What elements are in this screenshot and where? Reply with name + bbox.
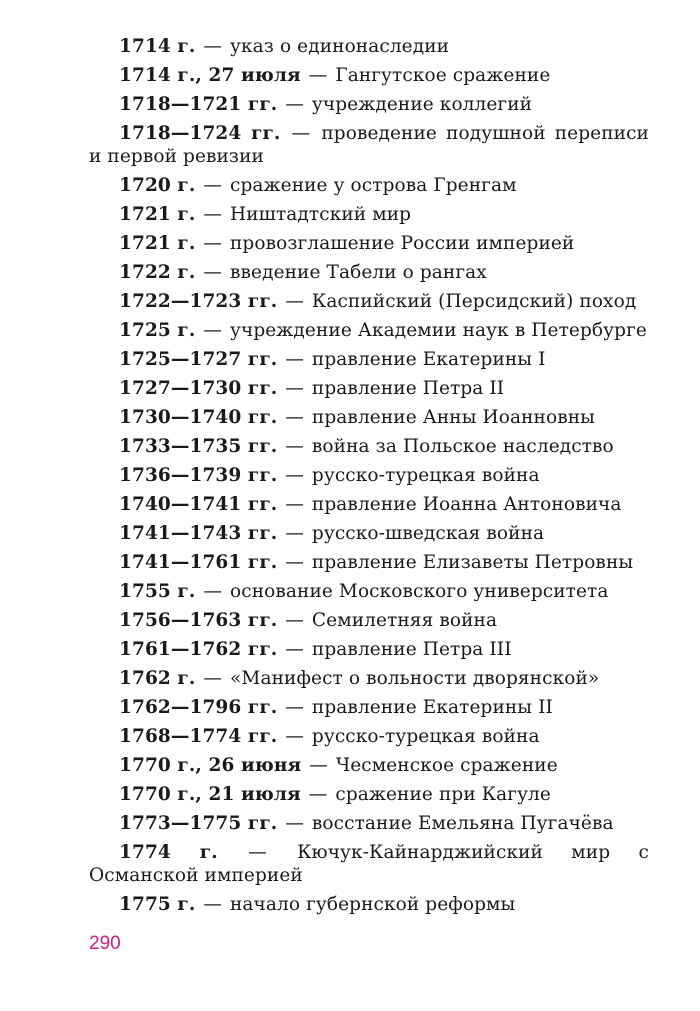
chronology-entry xyxy=(89,667,649,690)
chronology-entry xyxy=(89,783,649,806)
entry-event: правление Екатерины I xyxy=(311,349,546,370)
entry-dash: — xyxy=(203,262,223,283)
chronology-entry xyxy=(89,551,649,574)
entry-date: 1755 г. xyxy=(119,581,196,602)
entry-dash: — xyxy=(285,436,304,457)
chronology-entry xyxy=(89,290,649,313)
chronology-entry xyxy=(89,754,649,777)
entry-date: 1727—1730 гг. xyxy=(119,378,278,399)
entry-event: правление Елизаветы Петровны xyxy=(311,552,634,573)
entry-dash: — xyxy=(285,610,304,631)
entry-date: 1736—1739 гг. xyxy=(119,465,278,486)
entry-event: Чесменское сражение xyxy=(335,755,558,776)
entry-date: 1741—1743 гг. xyxy=(119,523,278,544)
entry-event: указ о единонаследии xyxy=(230,36,450,57)
entry-event: правление Иоанна Антоновича xyxy=(311,494,622,515)
entry-dash: — xyxy=(203,233,223,254)
page-number: 290 xyxy=(89,933,121,954)
chronology-entry xyxy=(89,174,649,197)
entry-date: 1722 г. xyxy=(119,262,196,283)
entry-event: война за Польское наследство xyxy=(311,436,614,457)
entry-event: Кючук-Кайнарджийский мир с Османской империей xyxy=(89,842,649,886)
entry-dash: — xyxy=(285,94,304,115)
chronology-list xyxy=(89,35,649,922)
chronology-entry xyxy=(89,319,649,342)
chronology-entry xyxy=(89,580,649,603)
entry-date: 1761—1762 гг. xyxy=(119,639,278,660)
entry-date: 1770 г., 21 июля xyxy=(119,784,301,805)
entry-dash: — xyxy=(285,813,304,834)
chronology-entry xyxy=(89,435,649,458)
entry-date: 1740—1741 гг. xyxy=(119,494,278,515)
entry-dash: — xyxy=(309,755,328,776)
chronology-entry xyxy=(89,122,649,168)
entry-event: «Манифест о вольности дворянской» xyxy=(230,668,600,689)
entry-dash: — xyxy=(285,291,304,312)
entry-dash: — xyxy=(291,123,311,144)
entry-date: 1714 г. xyxy=(119,36,196,57)
entry-event: восстание Емельяна Пугачёва xyxy=(311,813,614,834)
entry-date: 1770 г., 26 июня xyxy=(119,755,302,776)
entry-dash: — xyxy=(285,465,304,486)
entry-date: 1733—1735 гг. xyxy=(119,436,278,457)
entry-date: 1741—1761 гг. xyxy=(119,552,278,573)
entry-dash: — xyxy=(203,175,223,196)
entry-event: провозглашение России империей xyxy=(230,233,575,254)
chronology-entry xyxy=(89,464,649,487)
entry-date: 1720 г. xyxy=(119,175,196,196)
entry-dash: — xyxy=(285,407,304,428)
entry-date: 1714 г., 27 июля xyxy=(119,65,301,86)
entry-dash: — xyxy=(285,726,304,747)
chronology-entry xyxy=(89,725,649,748)
entry-date: 1725—1727 гг. xyxy=(119,349,278,370)
chronology-entry xyxy=(89,893,649,916)
chronology-entry xyxy=(89,812,649,835)
entry-dash: — xyxy=(285,378,304,399)
entry-dash: — xyxy=(248,842,267,863)
entry-dash: — xyxy=(285,494,304,515)
entry-dash: — xyxy=(203,894,223,915)
entry-dash: — xyxy=(203,36,223,57)
entry-dash: — xyxy=(203,581,223,602)
entry-dash: — xyxy=(203,668,223,689)
entry-event: русско-турецкая война xyxy=(311,726,540,747)
entry-date: 1773—1775 гг. xyxy=(119,813,278,834)
entry-dash: — xyxy=(285,552,304,573)
chronology-entry xyxy=(89,638,649,661)
chronology-entry xyxy=(89,377,649,400)
entry-date: 1718—1724 гг. xyxy=(119,123,281,144)
entry-event: правление Петра II xyxy=(311,378,505,399)
entry-date: 1775 г. xyxy=(119,894,196,915)
chronology-entry xyxy=(89,493,649,516)
chronology-entry xyxy=(89,406,649,429)
entry-dash: — xyxy=(285,697,304,718)
chronology-entry xyxy=(89,841,649,887)
entry-dash: — xyxy=(285,639,304,660)
entry-dash: — xyxy=(285,523,304,544)
chronology-entry xyxy=(89,93,649,116)
entry-dash: — xyxy=(308,784,328,805)
entry-date: 1725 г. xyxy=(119,320,196,341)
entry-event: Ништадтский мир xyxy=(230,204,412,225)
entry-date: 1722—1723 гг. xyxy=(119,291,278,312)
entry-event: сражение у острова Гренгам xyxy=(230,175,517,196)
entry-event: проведение подушной переписи и первой ревизии xyxy=(89,123,649,167)
chronology-entry xyxy=(89,522,649,545)
entry-date: 1721 г. xyxy=(119,204,196,225)
entry-event: начало губернской реформы xyxy=(230,894,516,915)
chronology-entry xyxy=(89,64,649,87)
entry-event: Гангутское сражение xyxy=(335,65,551,86)
entry-event: правление Петра III xyxy=(311,639,512,660)
entry-date: 1721 г. xyxy=(119,233,196,254)
entry-date: 1730—1740 гг. xyxy=(119,407,278,428)
entry-dash: — xyxy=(203,204,223,225)
entry-date: 1774 г. xyxy=(119,842,218,863)
entry-date: 1762 г. xyxy=(119,668,196,689)
entry-event: Семилетняя война xyxy=(311,610,498,631)
entry-date: 1768—1774 гг. xyxy=(119,726,278,747)
entry-dash: — xyxy=(203,320,223,341)
entry-dash: — xyxy=(308,65,328,86)
chronology-entry xyxy=(89,696,649,719)
chronology-entry xyxy=(89,348,649,371)
entry-event: правление Анны Иоанновны xyxy=(311,407,595,428)
entry-date: 1718—1721 гг. xyxy=(119,94,278,115)
chronology-entry xyxy=(89,203,649,226)
entry-event: русско-шведская война xyxy=(311,523,545,544)
entry-date: 1762—1796 гг. xyxy=(119,697,278,718)
chronology-entry xyxy=(89,261,649,284)
chronology-entry xyxy=(89,232,649,255)
entry-event: сражение при Кагуле xyxy=(335,784,551,805)
entry-event: учреждение Академии наук в Петербурге xyxy=(230,320,647,341)
entry-date: 1756—1763 гг. xyxy=(119,610,278,631)
chronology-entry xyxy=(89,609,649,632)
entry-event: основание Московского университета xyxy=(230,581,609,602)
entry-dash: — xyxy=(285,349,304,370)
entry-event: русско-турецкая война xyxy=(311,465,540,486)
entry-event: учреждение коллегий xyxy=(311,94,533,115)
entry-event: введение Табели о рангах xyxy=(230,262,487,283)
entry-event: правление Екатерины II xyxy=(311,697,553,718)
chronology-entry xyxy=(89,35,649,58)
entry-event: Каспийский (Персидский) поход xyxy=(311,291,637,312)
